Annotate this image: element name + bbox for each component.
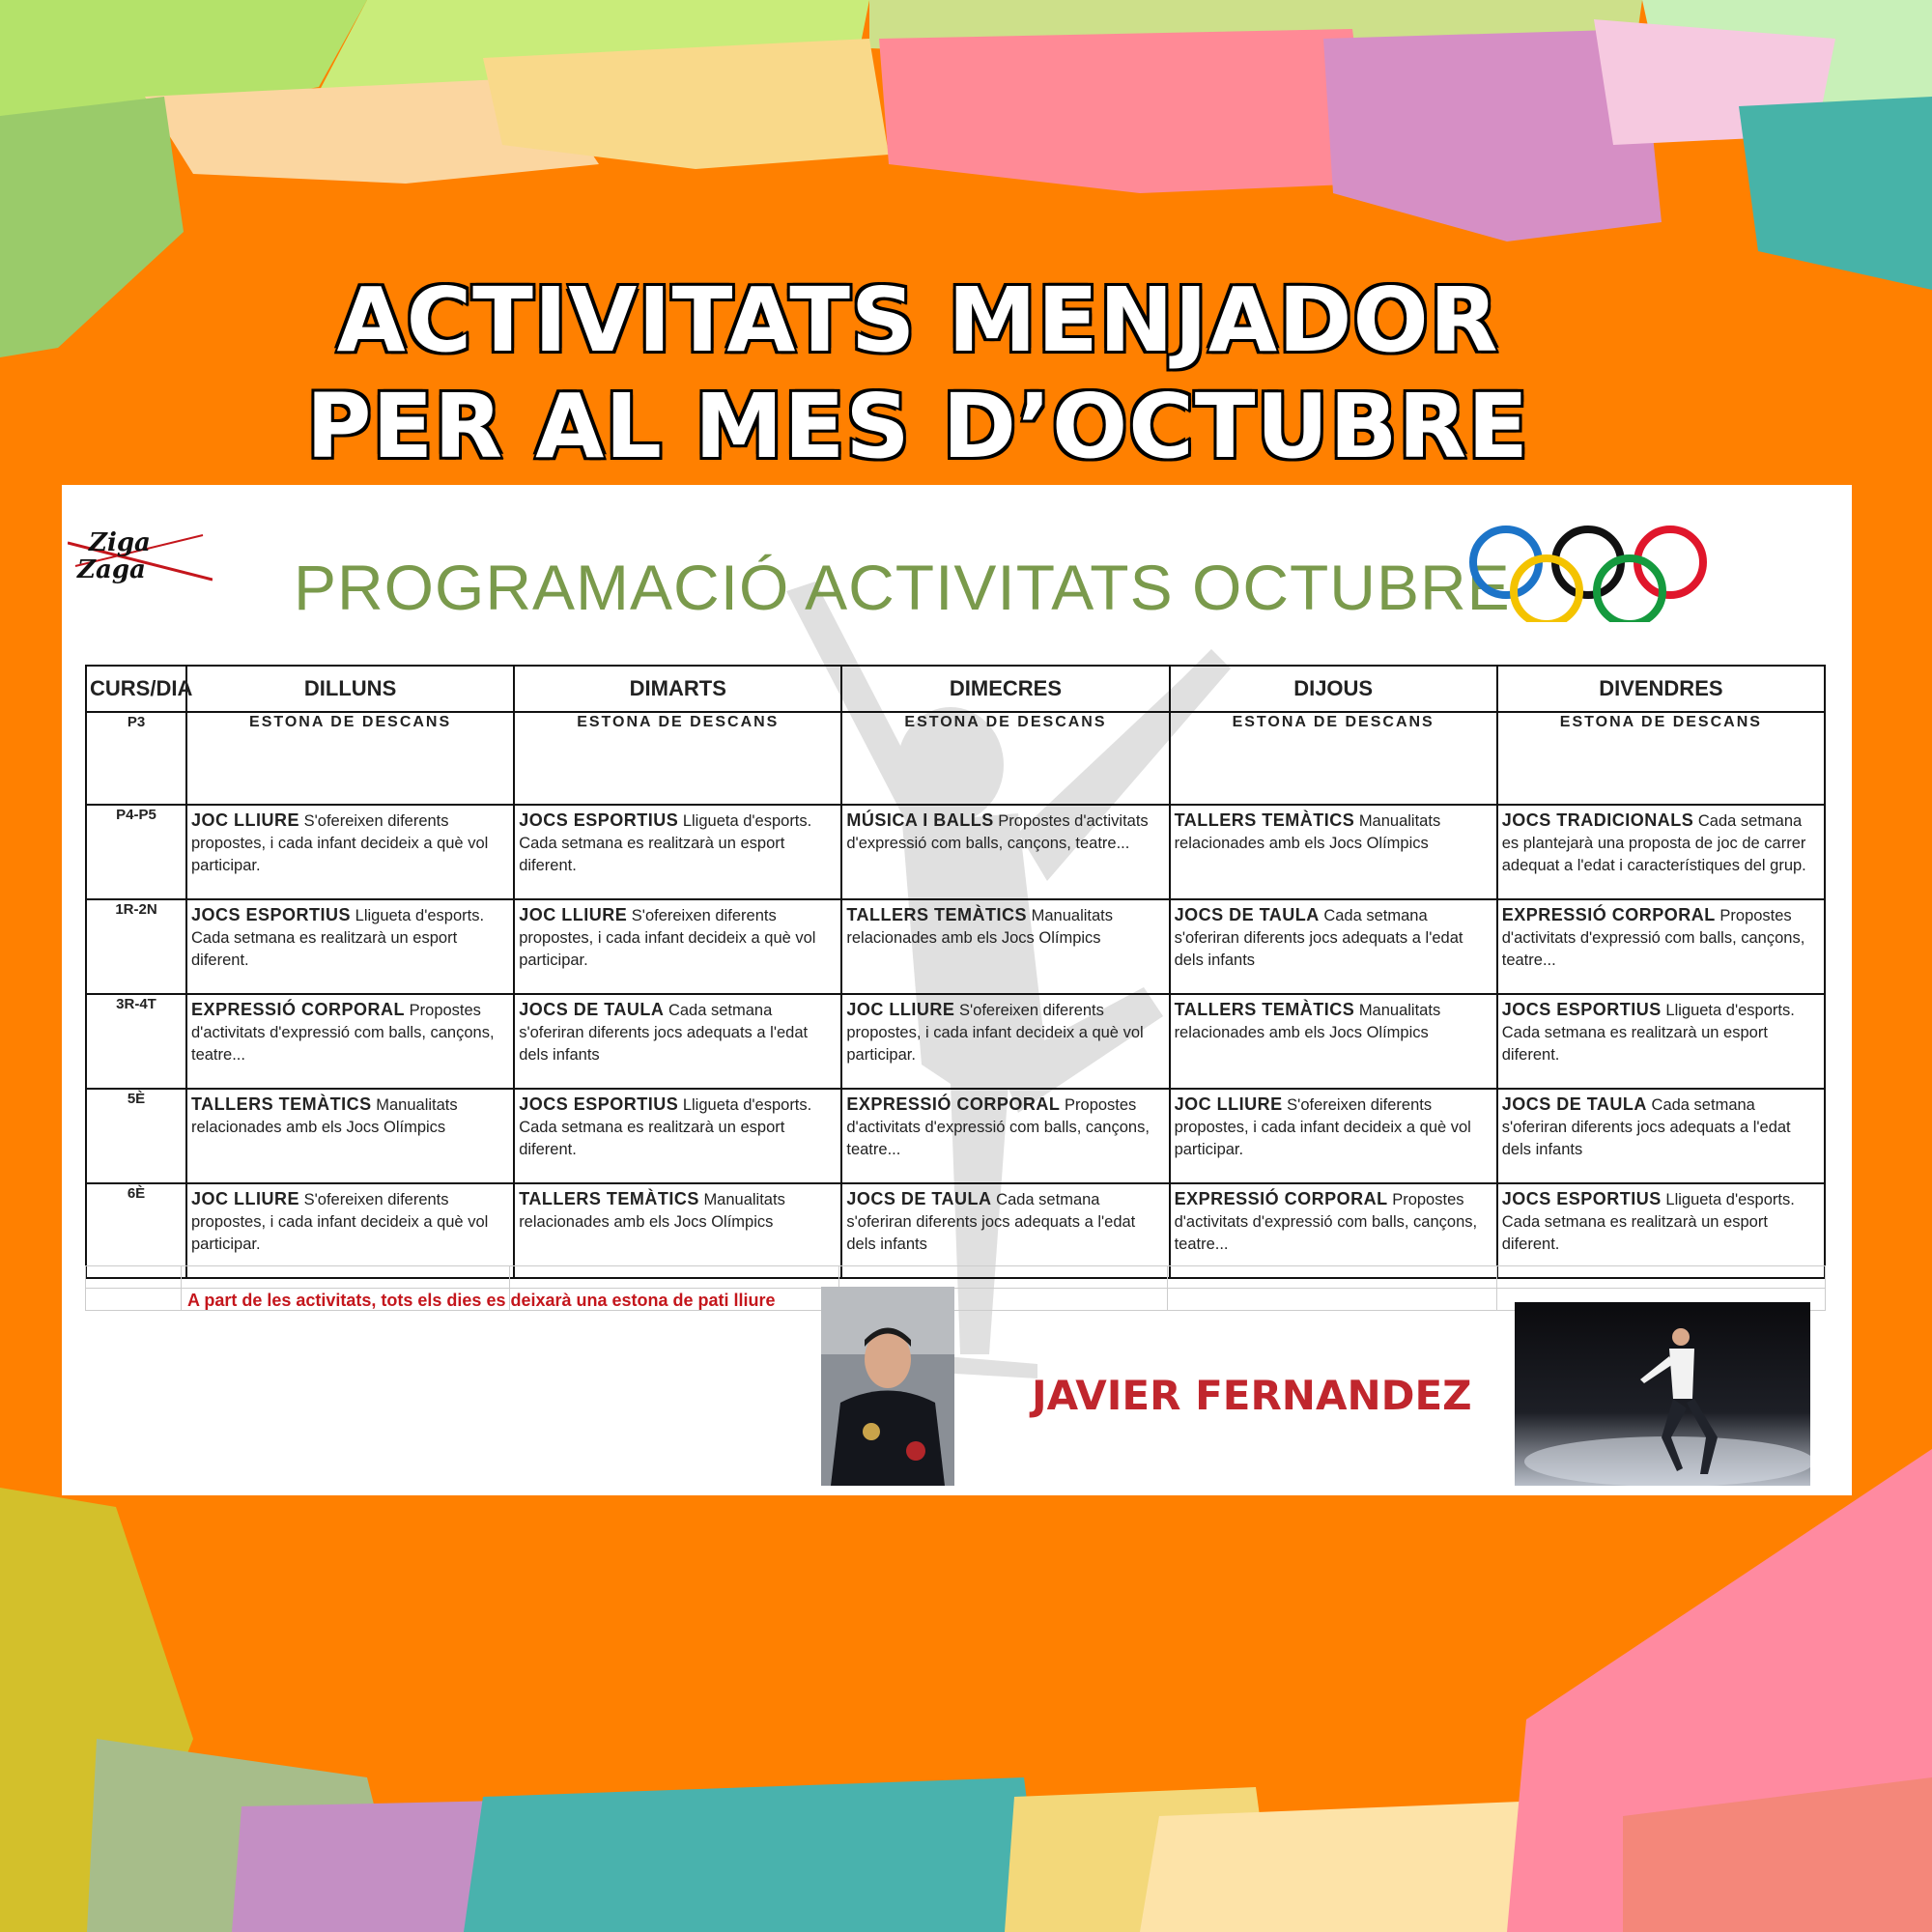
activity-name: JOCS ESPORTIUS (191, 905, 352, 924)
activity-name: JOC LLIURE (191, 1189, 300, 1208)
table-header-row (86, 666, 1825, 712)
course-label: 1R-2N (86, 899, 186, 994)
activity-cell (841, 899, 1169, 994)
activity-cell (841, 1089, 1169, 1183)
activity-description: Lligueta d'esports. Cada setmana es realitzarà un esport diferent. (1501, 1191, 1795, 1253)
activity-cell (841, 1183, 1169, 1278)
activity-description: Lligueta d'esports. Cada setmana es realitzarà un esport diferent. (191, 907, 485, 969)
activity-name: JOC LLIURE (1174, 1094, 1283, 1114)
ziga-zaga-logo (68, 524, 213, 591)
activity-cell (514, 994, 841, 1089)
playground-note: A part de les activitats, tots els dies es deixarà una estona de pati lliure (187, 1291, 776, 1310)
activity-name: JOC LLIURE (191, 810, 300, 830)
rest-cell: ESTONA DE DESCANS (514, 712, 841, 805)
day-header: DIVENDRES (1497, 666, 1825, 712)
activity-cell (1170, 994, 1497, 1089)
programming-heading: PROGRAMACIÓ ACTIVITATS OCTUBRE (294, 552, 1511, 623)
activity-cell (186, 1183, 514, 1278)
activity-name: JOC LLIURE (846, 1000, 955, 1019)
activity-schedule-table (85, 665, 1826, 1279)
activity-cell (514, 1183, 841, 1278)
activity-name: JOCS DE TAULA (846, 1189, 992, 1208)
table-row (86, 899, 1825, 994)
activity-description: Cada setmana s'oferiran diferents jocs adequats a l'edat dels infants (1174, 907, 1463, 969)
activity-name: JOCS ESPORTIUS (1501, 1000, 1662, 1019)
activity-description: Manualitats relacionades amb els Jocs Olímpics (191, 1096, 458, 1136)
activity-description: Lligueta d'esports. Cada setmana es realitzarà un esport diferent. (519, 812, 812, 874)
activity-cell (514, 1089, 841, 1183)
athlete-name: JAVIER FERNANDEZ (1032, 1372, 1472, 1419)
activity-name: MÚSICA I BALLS (846, 810, 994, 830)
activity-description: Cada setmana es plantejarà una proposta de joc de carrer adequat a l'edat i característiques del grup. (1501, 812, 1806, 874)
activity-name: EXPRESSIÓ CORPORAL (1501, 905, 1716, 924)
activity-name: EXPRESSIÓ CORPORAL (846, 1094, 1061, 1114)
activity-description: Propostes d'activitats d'expressió com balls, cançons, teatre... (846, 1096, 1150, 1158)
activity-description: Manualitats relacionades amb els Jocs Olímpics (1174, 1002, 1441, 1041)
activity-name: JOC LLIURE (519, 905, 628, 924)
activity-name: JOCS TRADICIONALS (1501, 810, 1694, 830)
activity-name: EXPRESSIÓ CORPORAL (191, 1000, 406, 1019)
day-header: DIMARTS (514, 666, 841, 712)
poster-title-line-2: PER AL MES D’OCTUBRE (306, 375, 1529, 478)
rest-cell: ESTONA DE DESCANS (1170, 712, 1497, 805)
activity-description: Manualitats relacionades amb els Jocs Olímpics (846, 907, 1114, 947)
day-header: DIMECRES (841, 666, 1169, 712)
corner-header: CURS/DIA (86, 666, 186, 712)
course-label: P4-P5 (86, 805, 186, 899)
activity-description: Cada setmana s'oferiran diferents jocs adequats a l'edat dels infants (1501, 1096, 1791, 1158)
rest-cell: ESTONA DE DESCANS (186, 712, 514, 805)
activity-description: S'ofereixen diferents propostes, i cada infant decideix a què vol participar. (519, 907, 816, 969)
course-label: 5È (86, 1089, 186, 1183)
course-label: 3R-4T (86, 994, 186, 1089)
activity-name: JOCS DE TAULA (1174, 905, 1320, 924)
course-label: 6È (86, 1183, 186, 1278)
activity-cell (841, 805, 1169, 899)
activity-name: JOCS ESPORTIUS (1501, 1189, 1662, 1208)
table-row (86, 712, 1825, 805)
activity-name: TALLERS TEMÀTICS (846, 905, 1028, 924)
schedule-card (62, 485, 1852, 1495)
activity-cell (1497, 1183, 1825, 1278)
activity-cell (1497, 899, 1825, 994)
activity-description: Cada setmana s'oferiran diferents jocs adequats a l'edat dels infants (519, 1002, 809, 1064)
activity-description: Cada setmana s'oferiran diferents jocs adequats a l'edat dels infants (846, 1191, 1136, 1253)
day-header: DIJOUS (1170, 666, 1497, 712)
svg-text:Zaga: Zaga (77, 555, 146, 584)
activity-description: S'ofereixen diferents propostes, i cada infant decideix a què vol participar. (191, 1191, 489, 1253)
activity-cell (186, 899, 514, 994)
activity-cell (514, 899, 841, 994)
activity-cell (1170, 1183, 1497, 1278)
activity-cell (1170, 805, 1497, 899)
activity-description: S'ofereixen diferents propostes, i cada infant decideix a què vol participar. (846, 1002, 1144, 1064)
activity-description: Manualitats relacionades amb els Jocs Olímpics (519, 1191, 785, 1231)
activity-name: TALLERS TEMÀTICS (519, 1189, 699, 1208)
activity-name: EXPRESSIÓ CORPORAL (1174, 1189, 1388, 1208)
activity-description: S'ofereixen diferents propostes, i cada infant decideix a què vol participar. (191, 812, 489, 874)
rest-cell: ESTONA DE DESCANS (1497, 712, 1825, 805)
activity-description: Lligueta d'esports. Cada setmana es realitzarà un esport diferent. (1501, 1002, 1795, 1064)
activity-cell (841, 994, 1169, 1089)
olympic-rings-icon (1467, 526, 1719, 622)
activity-description: Propostes d'activitats d'expressió com balls, cançons, teatre... (1174, 1191, 1478, 1253)
activity-cell (186, 1089, 514, 1183)
table-row (86, 1183, 1825, 1278)
poster-title-line-1: ACTIVITATS MENJADOR (336, 269, 1499, 372)
activity-description: Propostes d'activitats d'expressió com balls, cançons, teatre... (191, 1002, 495, 1064)
athlete-portrait-photo (821, 1287, 954, 1486)
activity-description: Manualitats relacionades amb els Jocs Olímpics (1174, 812, 1441, 852)
activity-description: S'ofereixen diferents propostes, i cada infant decideix a què vol participar. (1174, 1096, 1471, 1158)
activity-description: Propostes d'activitats d'expressió com balls, cançons, teatre... (1501, 907, 1805, 969)
activity-cell (514, 805, 841, 899)
activity-cell (186, 994, 514, 1089)
svg-text:Ziga: Ziga (89, 528, 151, 557)
activity-name: TALLERS TEMÀTICS (1174, 1000, 1355, 1019)
rest-cell: ESTONA DE DESCANS (841, 712, 1169, 805)
activity-name: TALLERS TEMÀTICS (1174, 810, 1355, 830)
activity-name: JOCS DE TAULA (1501, 1094, 1647, 1114)
table-row (86, 994, 1825, 1089)
activity-name: TALLERS TEMÀTICS (191, 1094, 372, 1114)
activity-cell (1497, 805, 1825, 899)
activity-cell (1497, 1089, 1825, 1183)
course-label: P3 (86, 712, 186, 805)
activity-cell (1170, 1089, 1497, 1183)
activity-name: JOCS ESPORTIUS (519, 810, 679, 830)
skating-performance-photo (1515, 1302, 1810, 1486)
activity-name: JOCS DE TAULA (519, 1000, 665, 1019)
table-row (86, 805, 1825, 899)
activity-cell (1170, 899, 1497, 994)
activity-name: JOCS ESPORTIUS (519, 1094, 679, 1114)
day-header: DILLUNS (186, 666, 514, 712)
activity-description: Lligueta d'esports. Cada setmana es realitzarà un esport diferent. (519, 1096, 812, 1158)
activity-cell (186, 805, 514, 899)
activity-description: Propostes d'activitats d'expressió com balls, cançons, teatre... (846, 812, 1149, 852)
activity-cell (1497, 994, 1825, 1089)
table-row (86, 1089, 1825, 1183)
